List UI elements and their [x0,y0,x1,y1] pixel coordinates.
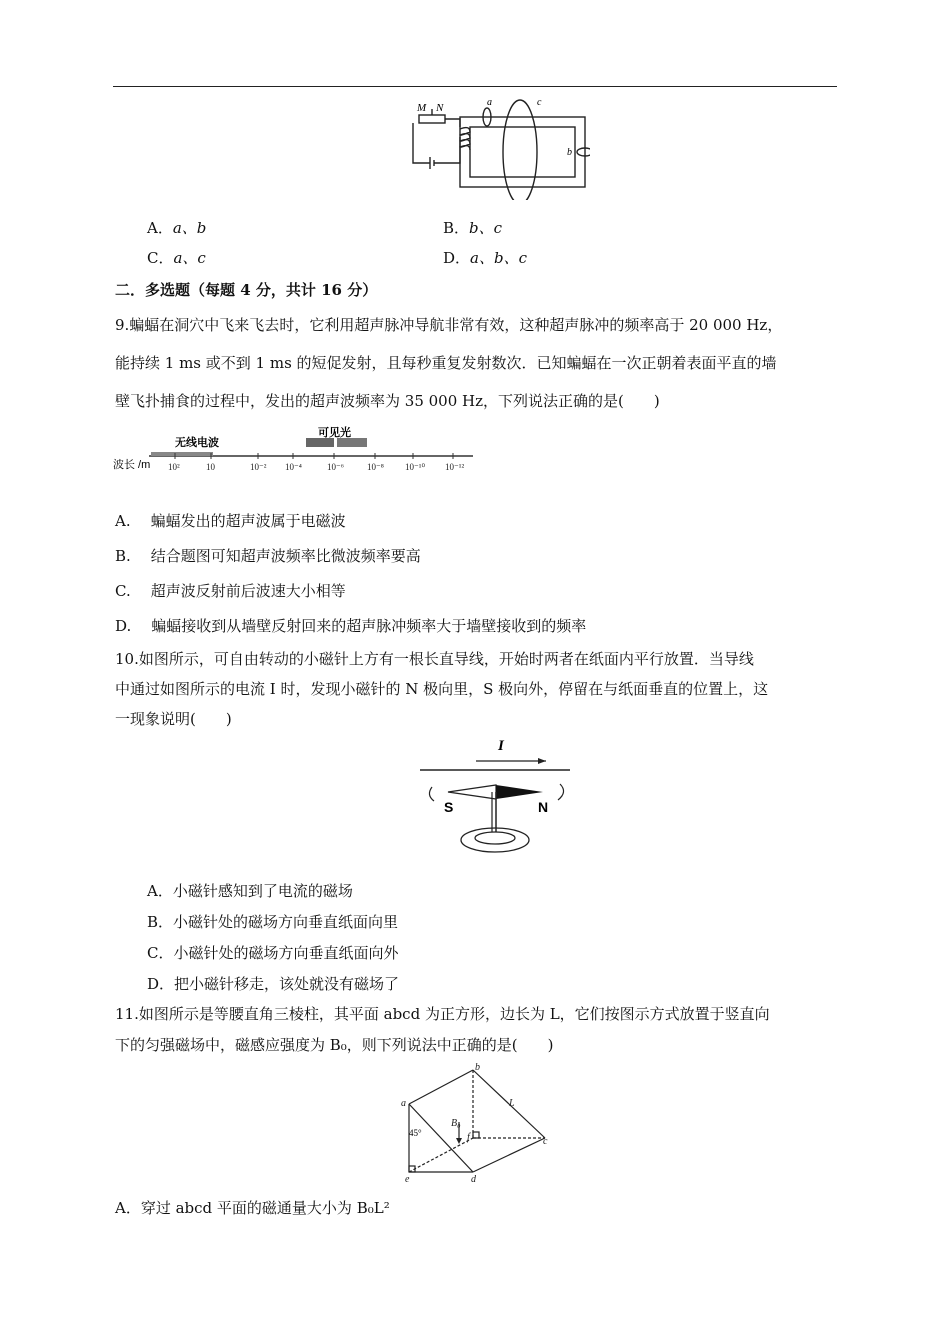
q8-circuit-figure [405,95,590,200]
q9-option-b[interactable]: B. 结合题图可知超声波频率比微波频率要高 [115,547,421,565]
q9-tick: 10⁻⁶ [327,462,344,472]
q10-needle-north [496,785,543,799]
q9-option-d[interactable]: D. 蝙蝠接收到从墙壁反射回来的超声脉冲频率大于墙壁接收到的频率 [115,617,587,635]
q9-visible-band [306,438,334,447]
q11-label-c: c [543,1136,548,1147]
q11-label-a: a [401,1098,406,1109]
q8-label-c: c [537,97,542,108]
q9-option-a[interactable]: A. 蝙蝠发出的超声波属于电磁波 [115,512,346,530]
q9-spectrum-figure [113,425,478,477]
q9-radio-label: 无线电波 [175,437,219,449]
q8-loop-b [577,148,590,156]
q10-rotation-arrow-left [429,787,434,801]
q11-label-e: e [405,1174,410,1185]
q9-stem-line2: 能持续 1 ms 或不到 1 ms 的短促发射，且每秒重复发射数次．已知蝙蝠在一次正朝着表面平直的墙 [115,354,777,372]
q8-coil [460,128,470,150]
q10-current-label: I [498,738,504,754]
header-rule [113,86,837,87]
q9-visible-label: 可见光 [318,427,351,439]
q8-option-b[interactable]: B．b、c [443,219,503,237]
q11-stem-line1: 11.如图所示是等腰直角三棱柱，其平面 abcd 为正方形，边长为 L，它们按图示方式放置于竖直向 [115,1005,770,1023]
q10-compass-figure [418,732,573,860]
q8-label-a: a [487,97,492,108]
q11-label-b: b [475,1062,480,1073]
q11-label-d: d [471,1174,476,1185]
q9-tick: 10⁻¹² [445,462,465,472]
q11-prism-figure [395,1060,555,1188]
q8-loop-c [503,100,537,200]
q9-tick: 10² [168,462,180,472]
q8-label-b: b [567,147,572,158]
q10-option-c[interactable]: C．小磁针处的磁场方向垂直纸面向外 [147,944,399,962]
q9-stem-line3: 壁飞扑捕食的过程中，发出的超声波频率为 35 000 Hz，下列说法正确的是( ) [115,392,660,410]
q9-axis-label: 波长 /m [113,459,151,471]
q9-tick: 10⁻² [250,462,267,472]
section-heading: 二．多选题（每题 4 分，共计 16 分） [115,281,378,299]
q10-needle-south [448,785,496,799]
q11-label-f: f [467,1132,470,1143]
q10-north-label: N [538,799,549,815]
q11-option-a[interactable]: A．穿过 abcd 平面的磁通量大小为 B₀L² [115,1199,390,1217]
q9-tick: 10⁻¹⁰ [405,462,426,472]
q9-stem-line1: 9.蝙蝠在洞穴中飞来飞去时，它利用超声脉冲导航非常有效，这种超声脉冲的频率高于 20 000 Hz， [115,316,783,334]
q11-angle-label: 45° [409,1128,422,1138]
q10-rotation-arrow-right [558,784,564,800]
q10-option-b[interactable]: B．小磁针处的磁场方向垂直纸面向里 [147,913,399,931]
q8-label-M: M [417,102,427,114]
q10-stem-line3: 一现象说明( ) [115,710,232,728]
q8-option-d[interactable]: D．a、b、c [443,249,527,267]
q9-tick: 10 [206,462,215,472]
q11-label-B0: B₀ [451,1118,461,1129]
q10-south-label: S [444,799,454,815]
q10-stem-line2: 中通过如图所示的电流 I 时，发现小磁针的 N 极向里，S 极向外，停留在与纸面垂直的位置上，这 [115,680,769,698]
q10-option-a[interactable]: A．小磁针感知到了电流的磁场 [147,882,353,900]
q11-label-L: L [509,1098,515,1109]
q8-option-c[interactable]: C．a、c [147,249,206,267]
q11-stem-line2: 下的匀强磁场中，磁感应强度为 B₀，则下列说法中正确的是( ) [115,1036,554,1054]
q10-option-d[interactable]: D．把小磁针移走，该处就没有磁场了 [147,975,400,993]
q8-option-a[interactable]: A．a、b [147,219,207,237]
q9-option-c[interactable]: C. 超声波反射前后波速大小相等 [115,582,346,600]
q9-radio-band [151,452,213,456]
q9-tick: 10⁻⁸ [367,462,384,472]
q8-label-N: N [436,102,444,114]
q8-rheostat [419,115,445,123]
q10-stem-line1: 10.如图所示，可自由转动的小磁针上方有一根长直导线，开始时两者在纸面内平行放置．当导线 [115,650,754,668]
q9-tick: 10⁻⁴ [285,462,302,472]
